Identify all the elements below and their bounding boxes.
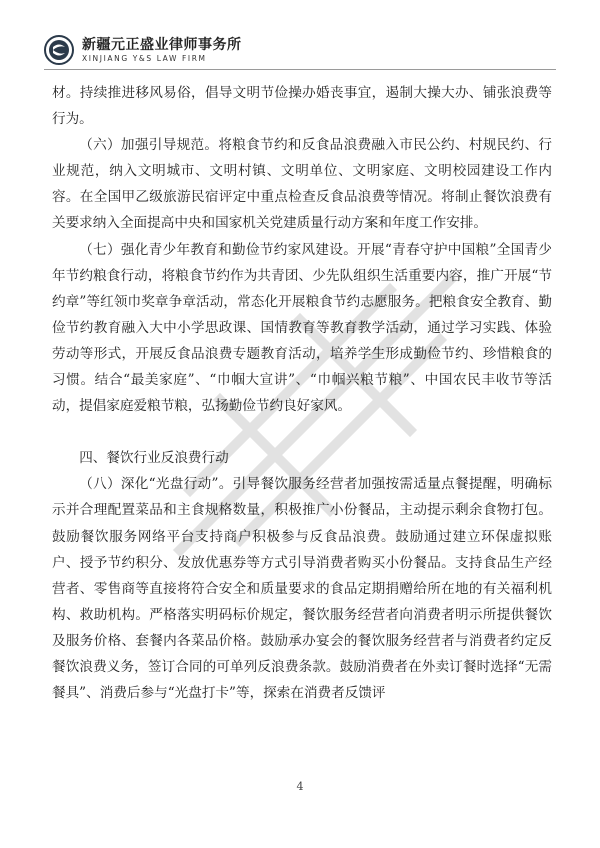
page-number: 4 (296, 780, 304, 793)
header-divider (44, 69, 556, 70)
page-header (44, 34, 444, 66)
paragraph-section-6: （六）加强引导规范。将粮食节约和反食品浪费融入市民公约、村规民约、行业规范，纳入文明城市、文明村镇、文明单位、文明家庭、文明校园建设工作内容。在全国甲乙级旅游民宿评定中重点检查反食品浪费等情况。将制止餐饮浪费有关要求纳入全面提高中央和国家机关党建质量行动方案和年度工作安排。 (52, 137, 552, 232)
document-body (52, 80, 552, 706)
firm-name-cn: 新疆元正盛业律师事务所 (82, 36, 242, 53)
section-gap (52, 419, 552, 445)
paragraph-continuation: 材。持续推进移风易俗，倡导文明节俭操办婚丧事宜，遏制大操大办、铺张浪费等行为。 (52, 85, 552, 128)
paragraph-section-8: （八）深化“光盘行动”。引导餐饮服务经营者加强按需适量点餐提醒，明确标示并合理配置菜品和主食规格数量，积极推广小份餐品，主动提示剩余食物打包。鼓励餐饮服务网络平台支持商户积极参与反食品浪费。鼓励通过建立环保虚拟账户、授予节约积分、发放优惠券等方式引导消费者购买小份餐品。支持食品生产经营者、零售商等直接将符合安全和质量要求的食品定期捐赠给所在地的有关福利机构、救助机构。严格落实明码标价规定，餐饮服务经营者向消费者明示所提供餐饮及服务价格、套餐内各菜品价格。鼓励承办宴会的餐饮服务经营者与消费者约定反餐饮浪费义务，签订合同的可单列反浪费条款。鼓励消费者在外卖订餐时选择“无需餐具”、消费后参与“光盘打卡”等，探索在消费者反馈评 (52, 476, 552, 702)
firm-logo-icon (44, 35, 74, 65)
firm-name-en: XINJIANG Y&S LAW FIRM (82, 53, 207, 63)
paragraph-section-7: （七）强化青少年教育和勤俭节约家风建设。开展“青春守护中国粮”全国青少年节约粮食行动，将粮食节约作为共青团、少先队组织生活重要内容，推广开展“节约章”等红领巾奖章争章活动，常态化开展粮食节约志愿服务。把粮食安全教育、勤俭节约教育融入大中小学思政课、国情教育等教育教学活动，通过学习实践、体验劳动等形式，开展反食品浪费专题教育活动，培养学生形成勤俭节约、珍惜粮食的习惯。结合“最美家庭”、“巾帼大宣讲”、“巾帼兴粮节粮”、中国农民丰收节等活动，提倡家庭爱粮节粮，弘扬勤俭节约良好家风。 (52, 241, 552, 415)
firm-name (82, 38, 242, 63)
section-heading-4: 四、餐饮行业反浪费行动 (79, 450, 229, 467)
